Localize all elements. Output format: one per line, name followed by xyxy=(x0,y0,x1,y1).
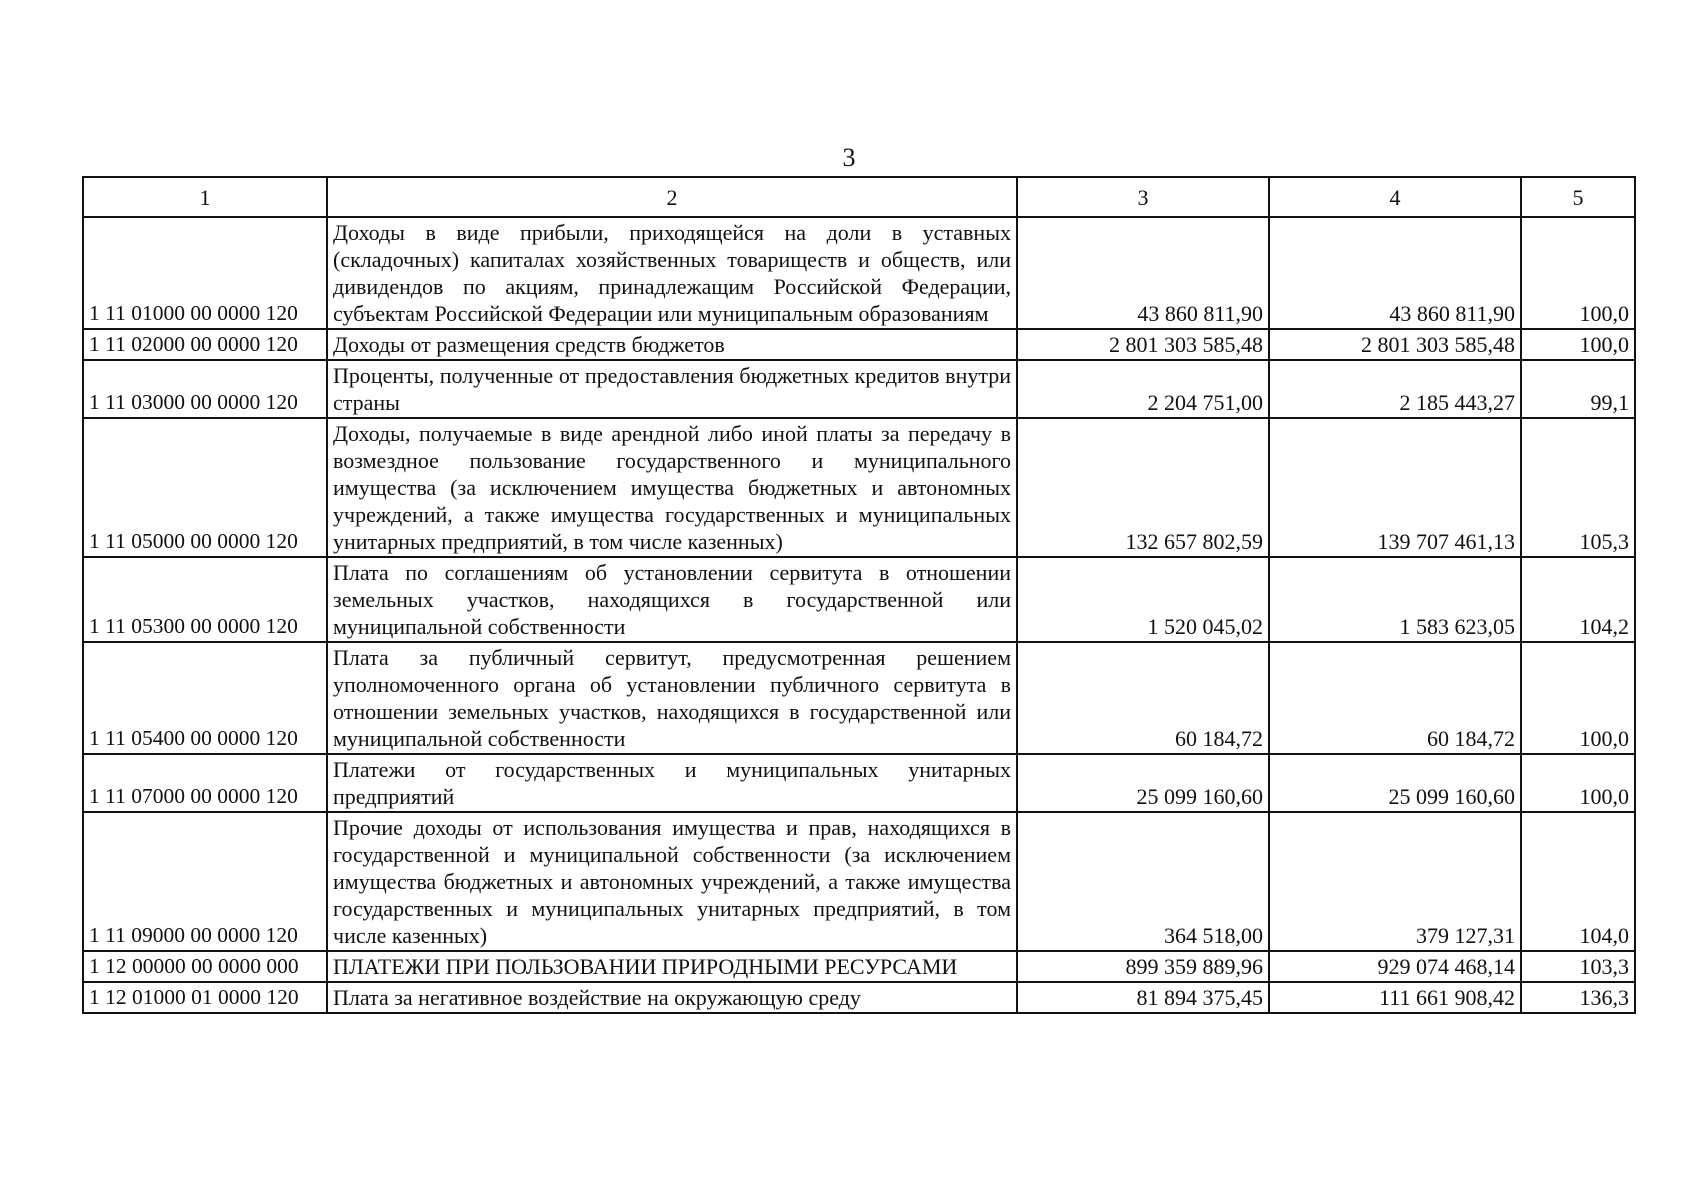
table-row xyxy=(83,812,1635,951)
column-header-4: 4 xyxy=(1269,177,1521,217)
row-description: Проценты, полученные от предоставления бюджетных кредитов внутри страны xyxy=(327,360,1017,418)
row-value-col5: 100,0 xyxy=(1521,642,1635,754)
row-description: Платежи от государственных и муниципальных унитарных предприятий xyxy=(327,754,1017,812)
table-row xyxy=(83,557,1635,642)
row-code: 1 11 05300 00 0000 120 xyxy=(83,557,327,642)
row-code: 1 11 03000 00 0000 120 xyxy=(83,360,327,418)
row-code: 1 11 02000 00 0000 120 xyxy=(83,329,327,360)
row-value-col3: 132 657 802,59 xyxy=(1017,418,1269,557)
row-value-col5: 100,0 xyxy=(1521,754,1635,812)
column-header-2: 2 xyxy=(327,177,1017,217)
row-code: 1 11 07000 00 0000 120 xyxy=(83,754,327,812)
row-value-col3: 364 518,00 xyxy=(1017,812,1269,951)
row-value-col3: 60 184,72 xyxy=(1017,642,1269,754)
row-value-col3: 899 359 889,96 xyxy=(1017,951,1269,982)
row-code: 1 11 05000 00 0000 120 xyxy=(83,418,327,557)
row-value-col4: 1 583 623,05 xyxy=(1269,557,1521,642)
row-value-col5: 104,2 xyxy=(1521,557,1635,642)
table-row xyxy=(83,642,1635,754)
column-header-3: 3 xyxy=(1017,177,1269,217)
row-description: Плата за негативное воздействие на окружающую среду xyxy=(327,982,1017,1013)
row-value-col5: 104,0 xyxy=(1521,812,1635,951)
row-value-col5: 136,3 xyxy=(1521,982,1635,1013)
table-row xyxy=(83,754,1635,812)
row-value-col4: 25 099 160,60 xyxy=(1269,754,1521,812)
row-description: Прочие доходы от использования имущества и прав, находящихся в государственной и муниципальной собственности (за исключением имущества бюджетных и автономных учреждений, а также имущества государственных и муниципальных унитарных предприятий, в том числе казенных) xyxy=(327,812,1017,951)
row-value-col5: 105,3 xyxy=(1521,418,1635,557)
row-value-col3: 81 894 375,45 xyxy=(1017,982,1269,1013)
row-value-col3: 2 204 751,00 xyxy=(1017,360,1269,418)
row-value-col4: 2 801 303 585,48 xyxy=(1269,329,1521,360)
row-value-col4: 43 860 811,90 xyxy=(1269,217,1521,329)
row-code: 1 11 01000 00 0000 120 xyxy=(83,217,327,329)
row-description: Доходы в виде прибыли, приходящейся на доли в уставных (складочных) капиталах хозяйственных товариществ и обществ, или дивидендов по акциям, принадлежащим Российской Федерации, субъектам Российской Федерации или муниципальным образованиям xyxy=(327,217,1017,329)
row-value-col4: 60 184,72 xyxy=(1269,642,1521,754)
column-header-5: 5 xyxy=(1521,177,1635,217)
page-number: 3 xyxy=(842,143,856,172)
table-row xyxy=(83,982,1635,1013)
row-value-col4: 139 707 461,13 xyxy=(1269,418,1521,557)
row-value-col3: 1 520 045,02 xyxy=(1017,557,1269,642)
column-header-1: 1 xyxy=(83,177,327,217)
row-value-col4: 2 185 443,27 xyxy=(1269,360,1521,418)
row-value-col5: 103,3 xyxy=(1521,951,1635,982)
table-row xyxy=(83,951,1635,982)
table-row xyxy=(83,360,1635,418)
row-code: 1 11 05400 00 0000 120 xyxy=(83,642,327,754)
row-value-col3: 25 099 160,60 xyxy=(1017,754,1269,812)
row-value-col5: 100,0 xyxy=(1521,217,1635,329)
row-value-col5: 100,0 xyxy=(1521,329,1635,360)
row-code: 1 11 09000 00 0000 120 xyxy=(83,812,327,951)
row-description: Плата по соглашениям об установлении сервитута в отношении земельных участков, находящихся в государственной или муниципальной собственности xyxy=(327,557,1017,642)
row-code: 1 12 01000 01 0000 120 xyxy=(83,982,327,1013)
row-value-col4: 111 661 908,42 xyxy=(1269,982,1521,1013)
row-value-col3: 2 801 303 585,48 xyxy=(1017,329,1269,360)
row-value-col5: 99,1 xyxy=(1521,360,1635,418)
row-value-col4: 379 127,31 xyxy=(1269,812,1521,951)
table-header-row xyxy=(83,177,1635,217)
row-value-col4: 929 074 468,14 xyxy=(1269,951,1521,982)
row-description: ПЛАТЕЖИ ПРИ ПОЛЬЗОВАНИИ ПРИРОДНЫМИ РЕСУРСАМИ xyxy=(327,951,1017,982)
row-description: Доходы, получаемые в виде арендной либо иной платы за передачу в возмездное пользование государственного и муниципального имущества (за исключением имущества бюджетных и автономных учреждений, а также имущества государственных и муниципальных унитарных предприятий, в том числе казенных) xyxy=(327,418,1017,557)
table-row xyxy=(83,217,1635,329)
row-description: Плата за публичный сервитут, предусмотренная решением уполномоченного органа об установлении публичного сервитута в отношении земельных участков, находящихся в государственной или муниципальной собственности xyxy=(327,642,1017,754)
table-row xyxy=(83,329,1635,360)
table-row xyxy=(83,418,1635,557)
row-code: 1 12 00000 00 0000 000 xyxy=(83,951,327,982)
row-description: Доходы от размещения средств бюджетов xyxy=(327,329,1017,360)
row-value-col3: 43 860 811,90 xyxy=(1017,217,1269,329)
revenue-table xyxy=(82,176,1636,1014)
